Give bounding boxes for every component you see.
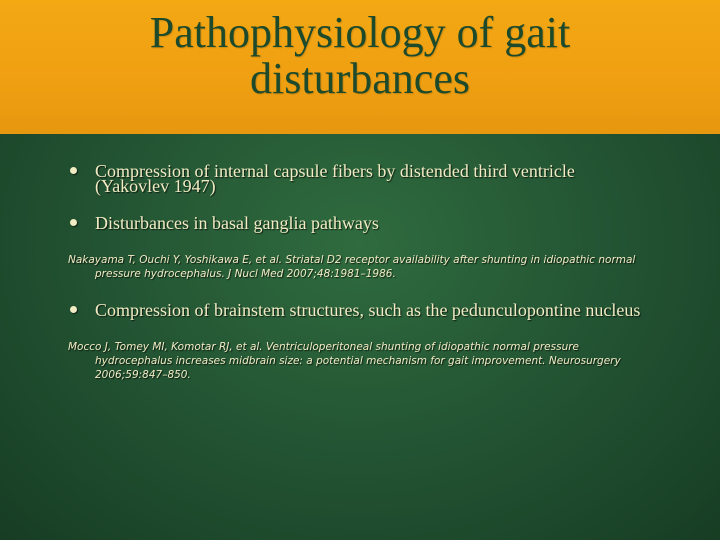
banner-rough-edge (0, 118, 720, 148)
slide-title: Pathophysiology of gait disturbances (149, 8, 571, 103)
bullet-text: Compression of brainstem structures, such as the pedunculopontine nucleus (95, 300, 641, 320)
bullet-dot-icon (70, 219, 77, 226)
bullet-item (68, 300, 648, 320)
slide-body (68, 161, 648, 382)
bullet-dot-icon (70, 306, 77, 313)
reference-citation: Nakayama T, Ouchi Y, Yoshikawa E, et al. Striatal D2 receptor availability after shunting in idiopathic normal pressure hydrocephalus. J Nucl Med 2007;48:1981–1986. (68, 254, 636, 280)
bullet-dot-icon (70, 167, 77, 174)
reference-citation: Mocco J, Tomey MI, Komotar RJ, et al. Ventriculoperitoneal shunting of idiopathic normal pressure hydrocephalus increases midbrain size: a potential mechanism for gait improvement. Neurosurgery 2006;59:847–850. (68, 341, 621, 381)
bullet-text: Compression of internal capsule fibers by distended third ventricle (Yakovlev 1947) (95, 161, 575, 196)
bullet-text: Disturbances in basal ganglia pathways (95, 213, 379, 233)
bullet-item (68, 213, 648, 233)
bullet-item (68, 161, 648, 196)
